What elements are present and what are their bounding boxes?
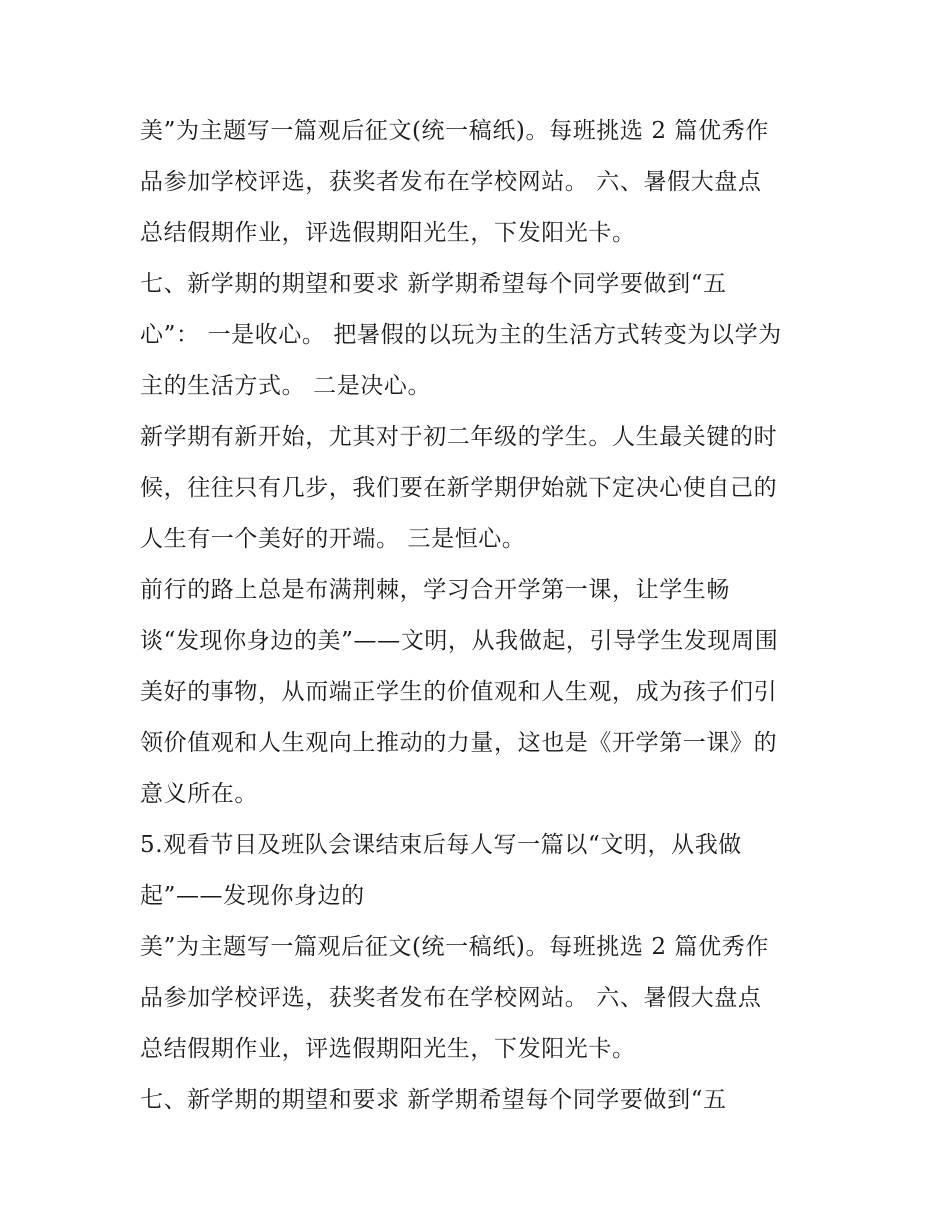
text-line: 品参加学校评选，获奖者发布在学校网站。 六、暑假大盘点 (140, 169, 762, 195)
text-line: 候，往往只有几步，我们要在新学期伊始就下定决心使自己的 (140, 475, 778, 501)
text-line: 心”： 一是收心。 把暑假的以玩为主的生活方式转变为以学为 (140, 322, 782, 348)
text-line: 七、新学期的期望和要求 新学期希望每个同学要做到“五 (140, 1087, 727, 1113)
text-line: 领价值观和人生观向上推动的力量，这也是《开学第一课》的 (140, 730, 778, 756)
text-line: 美”为主题写一篇观后征文(统一稿纸)。每班挑选 2 篇优秀作 (140, 934, 769, 960)
text-line: 意义所在。 (140, 781, 258, 807)
text-line: 主的生活方式。 二是决心。 (140, 373, 432, 399)
text-line: 人生有一个美好的开端。 三是恒心。 (140, 526, 526, 552)
text-line: 新学期有新开始，尤其对于初二年级的学生。人生最关键的时 (140, 424, 778, 450)
text-line: 美”为主题写一篇观后征文(统一稿纸)。每班挑选 2 篇优秀作 (140, 118, 769, 144)
text-line: 起”——发现你身边的 (140, 883, 365, 909)
text-line: 品参加学校评选，获奖者发布在学校网站。 六、暑假大盘点 (140, 985, 762, 1011)
text-line: 前行的路上总是布满荆棘，学习合开学第一课，让学生畅 (140, 577, 730, 603)
document-body (140, 106, 820, 1126)
text-line: 5.观看节目及班队会课结束后每人写一篇以“文明，从我做 (140, 832, 742, 858)
text-line: 七、新学期的期望和要求 新学期希望每个同学要做到“五 (140, 271, 727, 297)
text-line: 美好的事物，从而端正学生的价值观和人生观，成为孩子们引 (140, 679, 778, 705)
text-line: 谈“发现你身边的美”——文明，从我做起，引导学生发现周围 (140, 628, 779, 654)
text-line: 总结假期作业，评选假期阳光生，下发阳光卡。 (140, 1036, 636, 1062)
text-line: 总结假期作业，评选假期阳光生，下发阳光卡。 (140, 220, 636, 246)
